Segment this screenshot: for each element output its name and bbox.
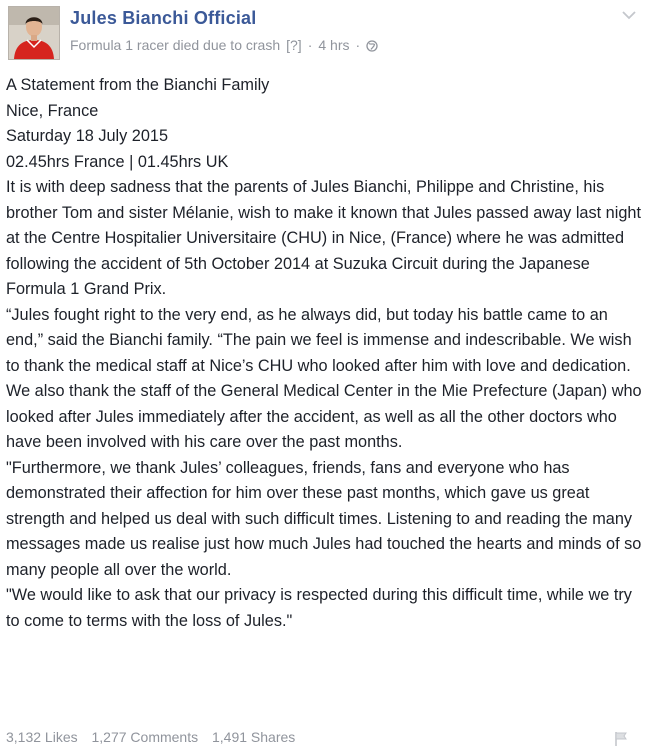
shares-count[interactable]: 1,491 Shares (212, 729, 296, 745)
post-paragraph: It is with deep sadness that the parents of Jules Bianchi, Philippe and Christine, his brother Tom and sister Mélanie, wish to make it known that Jules passed away last night at the Centre Hospitalier Universitaire (CHU) in Nice, (France) where he was admitted following the accident of 5th October 2014 at Suzuka Circuit during the Japanese Formula 1 Grand Prix. (6, 178, 641, 298)
post-paragraph: “Jules fought right to the very end, as he always did, but today his battle came to an end,” said the Bianchi family. “The pain we feel is immense and indescribable. We wish to thank the medical staff at Nice’s CHU who looked after him with love and dedication. We also thank the staff of the General Medical Center in the Mie Prefecture (Japan) who looked after Jules immediately after the accident, as well as all the other doctors who have been involved with his care over the past months. (6, 305, 642, 451)
comments-count[interactable]: 1,277 Comments (91, 729, 199, 745)
post-paragraph: "We would like to ask that our privacy is respected during this difficult time, while we try to come to terms with the loss of Jules." (6, 586, 632, 630)
page-name[interactable]: Jules Bianchi Official (70, 8, 257, 28)
globe-icon[interactable] (366, 39, 378, 55)
post-paragraph: 02.45hrs France | 01.45hrs UK (6, 152, 229, 171)
avatar-photo (9, 7, 59, 59)
post-paragraph: Saturday 18 July 2015 (6, 127, 169, 145)
avatar[interactable] (8, 6, 60, 60)
post-body (6, 73, 642, 634)
likes-count[interactable]: 3,132 Likes (6, 729, 78, 745)
post-time[interactable]: 4 hrs (318, 37, 350, 53)
post-paragraph: A Statement from the Bianchi Family (6, 76, 270, 94)
meta-separator: · (355, 37, 361, 53)
post-meta (70, 37, 384, 55)
post-label: Formula 1 racer died due to crash (70, 37, 281, 53)
flag-icon[interactable] (614, 731, 628, 747)
chevron-down-icon[interactable] (622, 10, 636, 20)
post-paragraph: Nice, France (6, 101, 99, 120)
post-header (8, 6, 642, 62)
post-paragraph: "Furthermore, we thank Jules’ colleagues, friends, fans and everyone who has demonstrated their affection for him over these past months, which gave us great strength and helped us deal with such difficult times. Listening to and reading the many messages made us realise just how much Jules had touched the hearts and minds of so many people all over the world. (6, 458, 642, 579)
label-marker[interactable]: [?] (286, 37, 302, 53)
meta-separator: · (307, 37, 313, 53)
post-stats (6, 729, 642, 751)
